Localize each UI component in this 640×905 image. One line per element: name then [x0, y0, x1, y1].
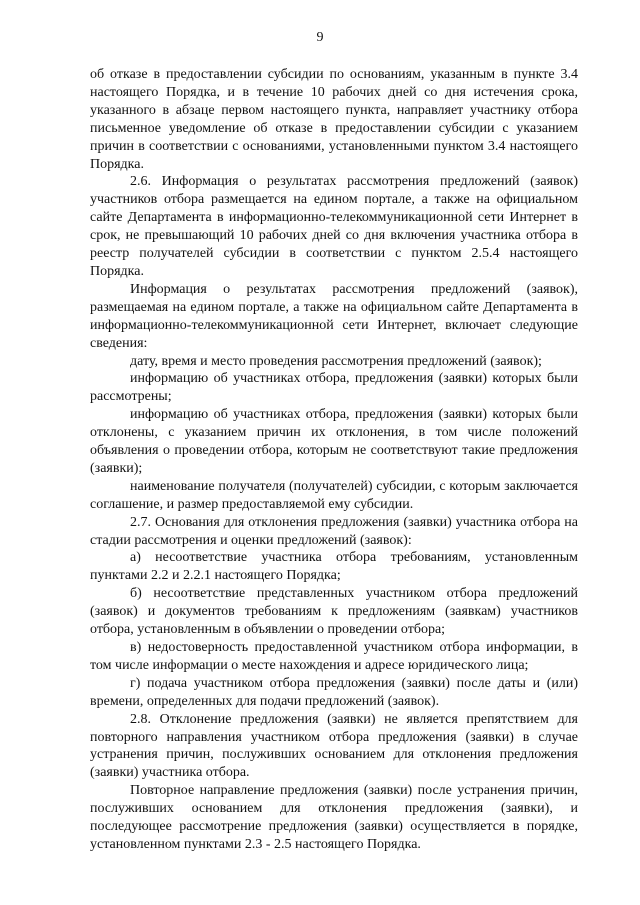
list-item-a: а) несоответствие участника отбора требованиям, установленным пунктами 2.2 и 2.2.1 настоящего Порядка;: [90, 550, 578, 584]
paragraph-refusal-continuation: об отказе в предоставлении субсидии по основаниям, указанным в пункте 3.4 настоящего Порядка, и в течение 10 рабочих дней со дня истечения срока, указанного в абзаце первом настоящего пункта, направляет участнику отбора письменное уведомление об отказе в предоставлении субсидии с указанием причин в соответствии с основаниями, установленными пунктом 3.4 настоящего Порядка.: [90, 67, 578, 172]
page-number: 9: [316, 30, 324, 45]
paragraph-2-7: 2.7. Основания для отклонения предложения (заявки) участника отбора на стадии рассмотрения и оценки предложений (заявок):: [90, 514, 578, 548]
document-body: [90, 66, 578, 854]
list-item-b: б) несоответствие представленных участником отбора предложений (заявок) и документов требованиям к предложениям (заявкам) участников отбора, установленным в объявлении о проведении отбора;: [90, 586, 578, 638]
paragraph-2-8: 2.8. Отклонение предложения (заявки) не является препятствием для повторного направления участником отбора предложения (заявки) в случае устранения причин, послуживших основанием для отклонения предложения (заявки) участника отбора.: [90, 711, 578, 781]
list-item-date-time: дату, время и место проведения рассмотрения предложений (заявок);: [130, 353, 542, 369]
list-item-v: в) недостоверность предоставленной участником отбора информации, в том числе информации о месте нахождения и адресе юридического лица;: [90, 640, 578, 673]
paragraph-info-contents: Информация о результатах рассмотрения предложений (заявок), размещаемая на едином портале, а также на официальном сайте Департамента в информационно-телекоммуникационной сети Интернет, включает следующие сведения:: [90, 281, 578, 351]
paragraph-resubmission: Повторное направление предложения (заявки) после устранения причин, послуживших основанием для отклонения предложения (заявки), и последующее рассмотрение предложения (заявки) осуществляется в порядке, установленном пунктами 2.3 - 2.5 настоящего Порядка.: [90, 783, 578, 852]
list-item-recipient: наименование получателя (получателей) субсидии, с которым заключается соглашение, и размер предоставляемой ему субсидии.: [90, 478, 578, 512]
paragraph-2-6: 2.6. Информация о результатах рассмотрения предложений (заявок) участников отбора размещается на едином портале, а также на официальном сайте Департамента в информационно-телекоммуникационной сети Интернет в срок, не превышающий 10 рабочих дней со дня включения участника отбора в реестр получателей субсидии в соответствии с пунктом 2.5.4 настоящего Порядка.: [90, 174, 578, 279]
list-item-g: г) подача участником отбора предложения (заявки) после даты и (или) времени, определенных для подачи предложений (заявок).: [90, 675, 578, 709]
list-item-rejected: информацию об участниках отбора, предложения (заявки) которых были отклонены, с указанием причин их отклонения, в том числе положений объявления о проведении отбора, которым не соответствуют такие предложения (заявки);: [90, 407, 578, 476]
list-item-reviewed: информацию об участниках отбора, предложения (заявки) которых были рассмотрены;: [90, 371, 578, 405]
